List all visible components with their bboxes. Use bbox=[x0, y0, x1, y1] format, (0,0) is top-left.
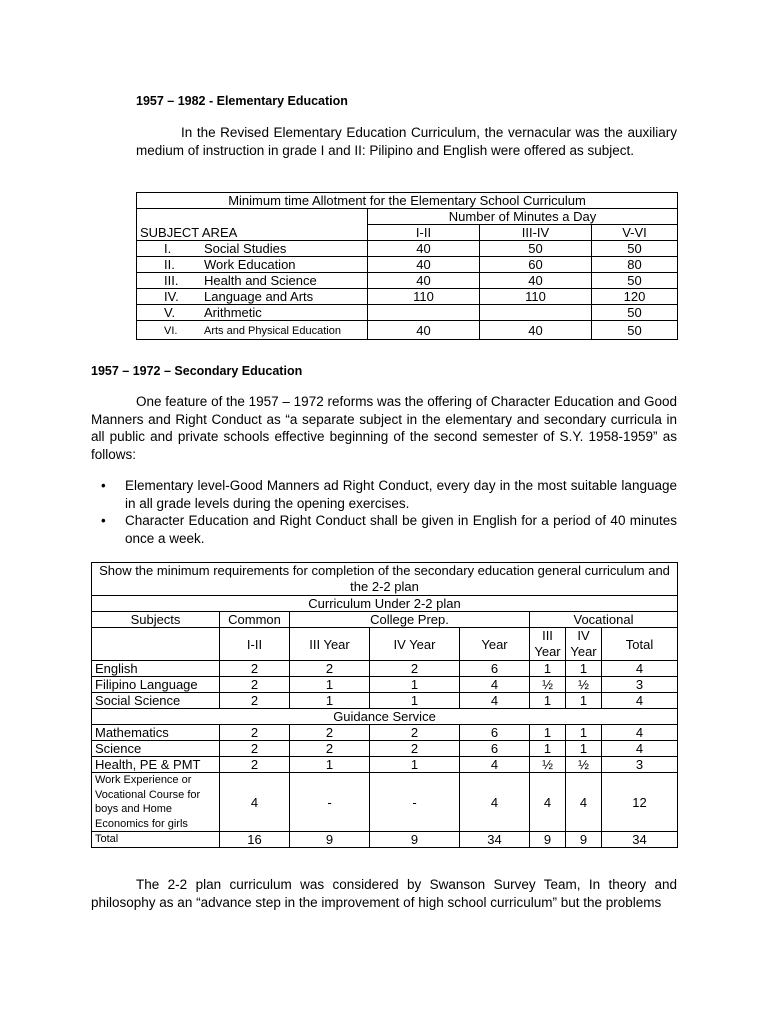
table-cell: 6 bbox=[460, 661, 530, 677]
table-cell: 2 bbox=[220, 677, 290, 693]
table2-subtitle: Curriculum Under 2-2 plan bbox=[92, 596, 678, 612]
row-subject: Social Science bbox=[92, 693, 220, 709]
table-cell: ½ bbox=[566, 757, 602, 773]
table2-title: Show the minimum requirements for completion of the secondary education general curriculum and the 2-2 plan bbox=[92, 563, 678, 596]
table-cell: 34 bbox=[460, 832, 530, 848]
table-cell: 4 bbox=[566, 773, 602, 832]
table-cell: 1 bbox=[566, 693, 602, 709]
table-cell: 4 bbox=[460, 677, 530, 693]
row-subject: Arts and Physical Education bbox=[204, 325, 341, 337]
row-subject: Filipino Language bbox=[92, 677, 220, 693]
row-subject: Language and Arts bbox=[204, 289, 314, 304]
table-cell: 4 bbox=[602, 725, 678, 741]
table-cell: 6 bbox=[460, 741, 530, 757]
list-item: • Character Education and Right Conduct shall be given in English for a period of 40 minutes once a week. bbox=[91, 512, 677, 547]
elementary-paragraph: In the Revised Elementary Education Curriculum, the vernacular was the auxiliary medium of instruction in grade I and II: Pilipino and English were offered as subject. bbox=[136, 125, 677, 158]
table-cell: 50 bbox=[592, 305, 678, 321]
table-cell: 2 bbox=[370, 661, 460, 677]
table-cell: 9 bbox=[290, 832, 370, 848]
table-cell: 1 bbox=[290, 757, 370, 773]
table-row bbox=[92, 677, 678, 693]
table-row bbox=[92, 757, 678, 773]
row-numeral: III. bbox=[164, 273, 179, 288]
table2-sub-header: III Year bbox=[530, 628, 566, 661]
table-row bbox=[137, 321, 678, 340]
table-cell: 2 bbox=[220, 725, 290, 741]
list-item: • Elementary level-Good Manners ad Right Conduct, every day in the most suitable language in all grade levels during the opening exercises. bbox=[91, 477, 677, 512]
table-cell: 4 bbox=[530, 773, 566, 832]
table-cell: 1 bbox=[370, 757, 460, 773]
table-cell: 2 bbox=[370, 741, 460, 757]
table-cell: 1 bbox=[566, 661, 602, 677]
table-row bbox=[92, 661, 678, 677]
table-cell: 110 bbox=[368, 289, 480, 305]
row-subject: Social Studies bbox=[204, 241, 287, 256]
row-numeral: IV. bbox=[164, 289, 179, 304]
row-numeral: II. bbox=[164, 257, 175, 272]
table2-sub-header: I-II bbox=[220, 628, 290, 661]
table-cell: 2 bbox=[290, 725, 370, 741]
table1-col-header: V-VI bbox=[592, 225, 678, 241]
table1-title: Minimum time Allotment for the Elementary School Curriculum bbox=[137, 193, 678, 209]
table2-blank-cell bbox=[92, 628, 220, 661]
table-cell: 3 bbox=[602, 677, 678, 693]
table-row bbox=[92, 693, 678, 709]
table2-common-header: Common bbox=[220, 612, 290, 628]
table-cell: 4 bbox=[460, 757, 530, 773]
table-cell: ½ bbox=[566, 677, 602, 693]
table-cell: 9 bbox=[566, 832, 602, 848]
table-cell: 4 bbox=[602, 661, 678, 677]
bullet-list bbox=[91, 477, 677, 547]
table-cell: 2 bbox=[220, 757, 290, 773]
table-cell: 4 bbox=[602, 741, 678, 757]
row-numeral: I. bbox=[164, 241, 172, 256]
row-subject: Total bbox=[92, 832, 220, 848]
table-cell: 40 bbox=[368, 273, 480, 289]
table-cell: 50 bbox=[592, 273, 678, 289]
table1-subtitle: Number of Minutes a Day bbox=[368, 209, 678, 225]
table-cell: 50 bbox=[480, 241, 592, 257]
table-cell: 40 bbox=[368, 257, 480, 273]
table-row bbox=[92, 773, 678, 832]
table-cell: 4 bbox=[460, 693, 530, 709]
row-numeral: VI. bbox=[164, 325, 178, 337]
table-cell: - bbox=[290, 773, 370, 832]
table-row bbox=[137, 273, 678, 289]
table-cell: 40 bbox=[480, 273, 592, 289]
table-cell: 50 bbox=[592, 241, 678, 257]
table2-subjects-header: Subjects bbox=[92, 612, 220, 628]
table-cell: 40 bbox=[480, 321, 592, 340]
table1-col-header: I-II bbox=[368, 225, 480, 241]
table-cell: 40 bbox=[368, 321, 480, 340]
table-cell: 1 bbox=[290, 693, 370, 709]
table1-col-header: III-IV bbox=[480, 225, 592, 241]
table-cell: 1 bbox=[530, 693, 566, 709]
secondary-requirements-table bbox=[91, 562, 678, 848]
table-cell bbox=[480, 305, 592, 321]
row-subject: Mathematics bbox=[92, 725, 220, 741]
elementary-time-allotment-table bbox=[136, 192, 678, 340]
table-cell: 1 bbox=[530, 741, 566, 757]
table-cell: 1 bbox=[566, 725, 602, 741]
row-subject: Arithmetic bbox=[204, 305, 262, 320]
table-cell: 1 bbox=[370, 693, 460, 709]
table-cell: 60 bbox=[480, 257, 592, 273]
table-cell: 110 bbox=[480, 289, 592, 305]
row-subject: Health and Science bbox=[204, 273, 317, 288]
table-cell: 2 bbox=[290, 741, 370, 757]
table-cell: 2 bbox=[220, 661, 290, 677]
table-cell: ½ bbox=[530, 757, 566, 773]
table2-college-header: College Prep. bbox=[290, 612, 530, 628]
row-subject: Work Experience or Vocational Course for boys and Home Economics for girls bbox=[92, 773, 220, 832]
closing-paragraph: The 2-2 plan curriculum was considered by Swanson Survey Team, In theory and philosophy as an “advance step in the improvement of high school curriculum” but the problems bbox=[91, 877, 677, 910]
table2-sub-header: III Year bbox=[290, 628, 370, 661]
table-cell: 1 bbox=[530, 661, 566, 677]
table-cell: - bbox=[370, 773, 460, 832]
table2-sub-header: IV Year bbox=[566, 628, 602, 661]
table-cell: 2 bbox=[290, 661, 370, 677]
table-row bbox=[137, 241, 678, 257]
table-row bbox=[137, 289, 678, 305]
table-row bbox=[92, 741, 678, 757]
table2-sub-header: IV Year bbox=[370, 628, 460, 661]
table-cell: 34 bbox=[602, 832, 678, 848]
table-cell: 4 bbox=[602, 693, 678, 709]
table1-subject-area-header: SUBJECT AREA bbox=[137, 225, 368, 241]
table-cell: 1 bbox=[566, 741, 602, 757]
table-cell: 80 bbox=[592, 257, 678, 273]
row-numeral: V. bbox=[164, 305, 176, 320]
section-heading-elementary: 1957 – 1982 - Elementary Education bbox=[136, 94, 348, 108]
row-subject: Work Education bbox=[204, 257, 296, 272]
table-row bbox=[92, 832, 678, 848]
table-cell: 40 bbox=[368, 241, 480, 257]
table-cell: 2 bbox=[220, 741, 290, 757]
row-subject: Health, PE & PMT bbox=[92, 757, 220, 773]
table2-guidance-row: Guidance Service bbox=[92, 709, 678, 725]
table-cell: 9 bbox=[530, 832, 566, 848]
table-row bbox=[92, 725, 678, 741]
table2-vocational-header: Vocational bbox=[530, 612, 678, 628]
table-row bbox=[137, 305, 678, 321]
table-cell: 4 bbox=[460, 773, 530, 832]
row-subject: Science bbox=[92, 741, 220, 757]
table-cell: 1 bbox=[290, 677, 370, 693]
table-cell: 2 bbox=[370, 725, 460, 741]
secondary-paragraph: One feature of the 1957 – 1972 reforms was the offering of Character Education and Good Manners and Right Conduct as “a separate subject in the elementary and secondary curricula in all public and private schools effective beginning of the second semester of S.Y. 1958-1959” as follows: bbox=[91, 394, 677, 462]
table-cell: 1 bbox=[530, 725, 566, 741]
table-cell: 50 bbox=[592, 321, 678, 340]
table-cell bbox=[368, 305, 480, 321]
section-heading-secondary: 1957 – 1972 – Secondary Education bbox=[91, 364, 303, 378]
table-cell: 120 bbox=[592, 289, 678, 305]
table-cell: ½ bbox=[530, 677, 566, 693]
table-cell: 1 bbox=[370, 677, 460, 693]
table-cell: 3 bbox=[602, 757, 678, 773]
table2-sub-header: Year bbox=[460, 628, 530, 661]
table-cell: 12 bbox=[602, 773, 678, 832]
table-cell: 16 bbox=[220, 832, 290, 848]
table-cell: 9 bbox=[370, 832, 460, 848]
table-cell: 4 bbox=[220, 773, 290, 832]
table-cell: 6 bbox=[460, 725, 530, 741]
table-cell: 2 bbox=[220, 693, 290, 709]
table-row bbox=[137, 257, 678, 273]
table2-sub-header: Total bbox=[602, 628, 678, 661]
table1-blank-cell bbox=[137, 209, 368, 225]
row-subject: English bbox=[92, 661, 220, 677]
